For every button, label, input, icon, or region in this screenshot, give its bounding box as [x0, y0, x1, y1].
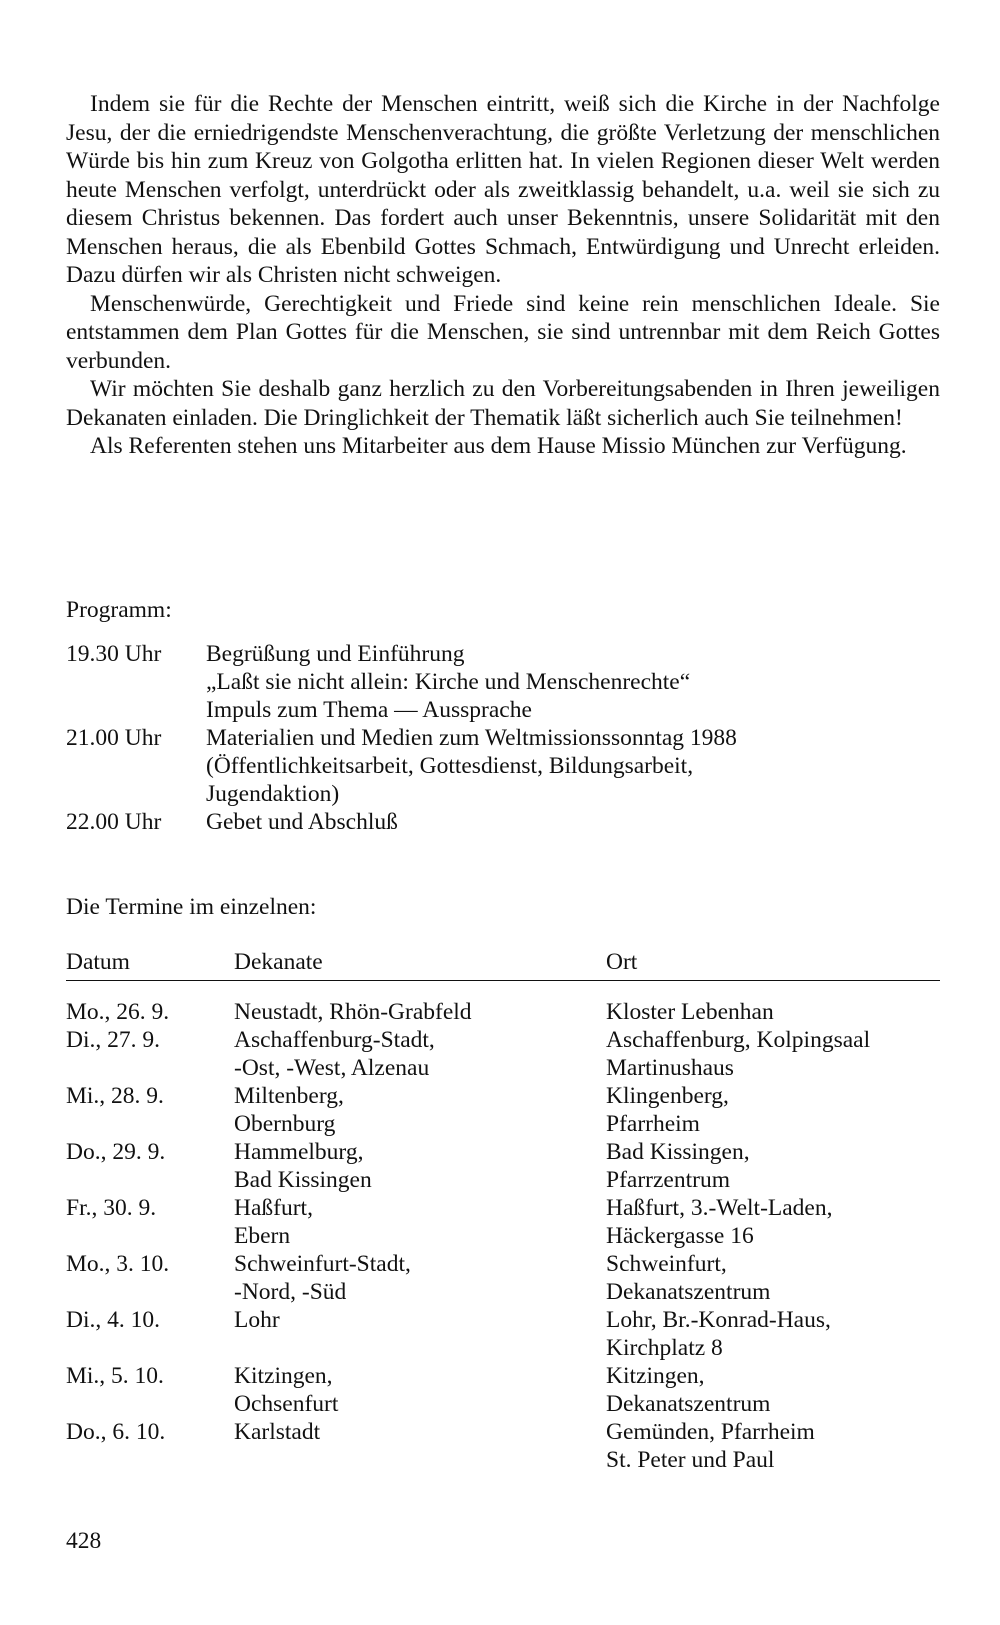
cell-datum: Mi., 5. 10.: [66, 1363, 164, 1389]
table-row: [66, 1418, 940, 1474]
programm-time: 22.00 Uhr: [66, 809, 162, 835]
cell-dekanate: Neustadt, Rhön-Grabfeld: [234, 999, 472, 1025]
programm-heading: Programm:: [66, 597, 172, 623]
programm-line: (Öffentlichkeitsarbeit, Gottesdienst, Bildungsarbeit,: [206, 753, 694, 779]
termine-heading: Die Termine im einzelnen:: [66, 894, 317, 920]
cell-datum: Do., 29. 9.: [66, 1139, 166, 1165]
cell-ort: Häckergasse 16: [606, 1223, 754, 1249]
cell-ort: Pfarrzentrum: [606, 1167, 730, 1193]
column-header-dekanate: Dekanate: [234, 949, 323, 975]
programm-line: Gebet und Abschluß: [206, 809, 398, 835]
cell-ort: Haßfurt, 3.-Welt-Laden,: [606, 1195, 833, 1221]
intro-text: [66, 90, 940, 461]
cell-dekanate: Miltenberg,: [234, 1083, 344, 1109]
cell-datum: Di., 27. 9.: [66, 1027, 160, 1053]
cell-ort: Aschaffenburg, Kolpingsaal: [606, 1027, 871, 1053]
cell-ort: Dekanatszentrum: [606, 1391, 771, 1417]
cell-dekanate: Obernburg: [234, 1111, 336, 1137]
column-header-datum: Datum: [66, 949, 130, 975]
table-row: [66, 1362, 940, 1418]
cell-datum: Di., 4. 10.: [66, 1307, 160, 1333]
cell-ort: Lohr, Br.-Konrad-Haus,: [606, 1307, 831, 1333]
programm-line: Jugendaktion): [206, 781, 340, 807]
cell-dekanate: Bad Kissingen: [234, 1167, 372, 1193]
cell-ort: Dekanatszentrum: [606, 1279, 771, 1305]
table-row: [66, 1194, 940, 1250]
cell-dekanate: Haßfurt,: [234, 1195, 313, 1221]
cell-ort: Bad Kissingen,: [606, 1139, 750, 1165]
cell-dekanate: Karlstadt: [234, 1419, 321, 1445]
cell-dekanate: -Ost, -West, Alzenau: [234, 1055, 430, 1081]
programm-time: 19.30 Uhr: [66, 641, 162, 667]
programm-item: [66, 724, 737, 808]
cell-ort: St. Peter und Paul: [606, 1447, 775, 1473]
table-row: [66, 1082, 940, 1138]
cell-ort: Schweinfurt,: [606, 1251, 727, 1277]
cell-datum: Fr., 30. 9.: [66, 1195, 157, 1221]
cell-dekanate: Schweinfurt-Stadt,: [234, 1251, 411, 1277]
intro-paragraph-4: Als Referenten stehen uns Mitarbeiter aus dem Hause Missio München zur Verfügung.: [90, 433, 907, 459]
programm-time: 21.00 Uhr: [66, 725, 162, 751]
cell-ort: Martinushaus: [606, 1055, 734, 1081]
programm-line: Materialien und Medien zum Weltmissionssonntag 1988: [206, 725, 737, 751]
programm-item: [66, 808, 398, 836]
intro-paragraph-3: Wir möchten Sie deshalb ganz herzlich zu den Vorbereitungsabenden in Ihren jeweiligen Dekanaten einladen. Die Dringlichkeit der Thematik läßt sicherlich auch Sie teilnehmen!: [66, 376, 940, 431]
cell-datum: Do., 6. 10.: [66, 1419, 166, 1445]
intro-paragraph-2: Menschenwürde, Gerechtigkeit und Friede sind keine rein menschlichen Ideale. Sie entstammen dem Plan Gottes für die Menschen, sie sind untrennbar mit dem Reich Gottes verbunden.: [66, 290, 940, 374]
cell-dekanate: Ebern: [234, 1223, 291, 1249]
table-row: [66, 1250, 940, 1306]
table-row: [66, 1026, 940, 1082]
table-header: [66, 948, 940, 981]
programm-line: Begrüßung und Einführung: [206, 641, 465, 667]
cell-datum: Mo., 26. 9.: [66, 999, 170, 1025]
cell-ort: Gemünden, Pfarrheim: [606, 1419, 815, 1445]
cell-dekanate: Lohr: [234, 1307, 280, 1333]
cell-dekanate: Hammelburg,: [234, 1139, 364, 1165]
intro-paragraph-1: Indem sie für die Rechte der Menschen eintritt, weiß sich die Kirche in der Nachfolge Jesu, der die erniedrigendste Menschenverachtung, die größte Verletzung der menschlichen Würde bis hin zum Kreuz von Golgotha erlitten hat. In vielen Regionen dieser Welt werden heute Menschen verfolgt, unterdrückt oder als zweitklassig behandelt, u.a. weil sie sich zu diesem Christus bekennen. Das fordert auch unser Bekenntnis, unsere Solidarität mit den Menschen heraus, die als Ebenbild Gottes Schmach, Entwürdigung und Unrecht erleiden. Dazu dürfen wir als Christen nicht schweigen.: [66, 91, 940, 288]
programm-line: Impuls zum Thema — Aussprache: [206, 697, 532, 723]
cell-ort: Kitzingen,: [606, 1363, 705, 1389]
cell-ort: Kirchplatz 8: [606, 1335, 723, 1361]
table-row: [66, 1306, 940, 1362]
cell-ort: Kloster Lebenhan: [606, 999, 774, 1025]
programm-item: [66, 640, 690, 724]
programm-line: „Laßt sie nicht allein: Kirche und Menschenrechte“: [206, 669, 691, 695]
cell-ort: Klingenberg,: [606, 1083, 729, 1109]
cell-datum: Mi., 28. 9.: [66, 1083, 164, 1109]
cell-dekanate: Aschaffenburg-Stadt,: [234, 1027, 435, 1053]
cell-dekanate: -Nord, -Süd: [234, 1279, 347, 1305]
table-row: [66, 998, 940, 1026]
page-number: 428: [66, 1528, 102, 1554]
cell-dekanate: Kitzingen,: [234, 1363, 333, 1389]
cell-ort: Pfarrheim: [606, 1111, 700, 1137]
column-header-ort: Ort: [606, 949, 638, 975]
cell-datum: Mo., 3. 10.: [66, 1251, 170, 1277]
table-row: [66, 1138, 940, 1194]
cell-dekanate: Ochsenfurt: [234, 1391, 339, 1417]
